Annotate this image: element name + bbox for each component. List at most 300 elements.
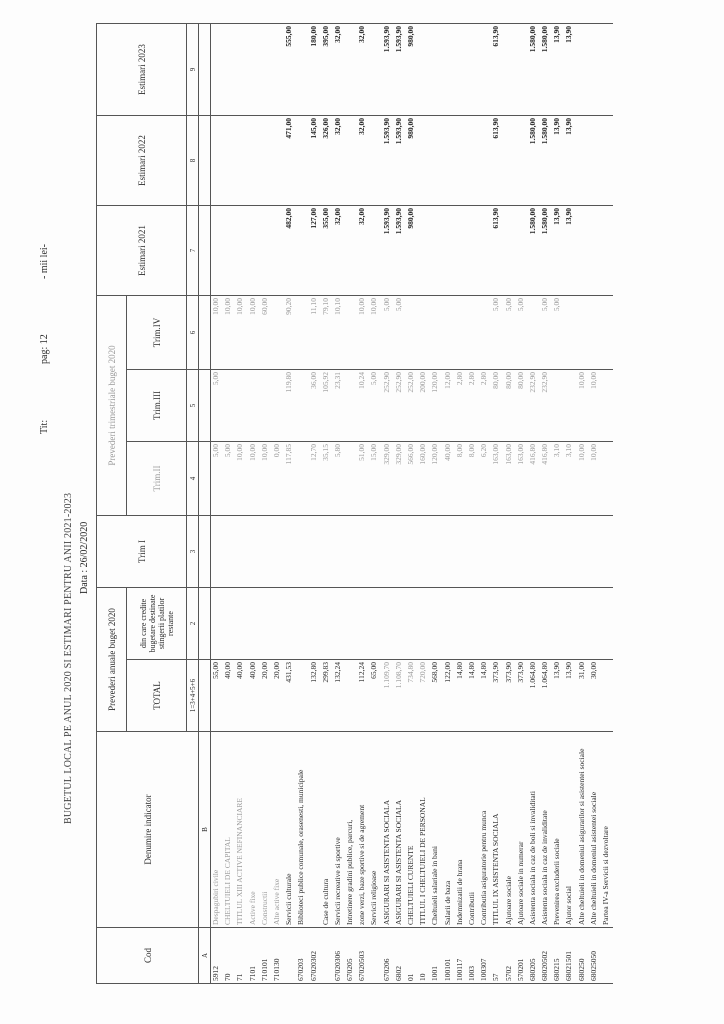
row-est2022 xyxy=(589,115,601,205)
row-restante xyxy=(248,588,260,660)
row-total: 31,00 xyxy=(577,660,589,732)
col-header-trim4: Trim.IV xyxy=(127,295,187,369)
row-est2022: 1.580,00 xyxy=(540,115,552,205)
col-index-2: 2 xyxy=(187,588,199,660)
row-est2023 xyxy=(345,23,357,115)
row-est2023: 180,00 xyxy=(309,23,321,115)
row-trim4 xyxy=(455,295,467,369)
row-trim3 xyxy=(345,370,357,442)
row-code: 670203 xyxy=(296,928,308,984)
row-trim1 xyxy=(357,516,369,588)
col-header-din-care: din care credite bugetare destinate stingerii platilor restante xyxy=(127,588,187,660)
row-trim3 xyxy=(601,370,613,442)
units-label: - mii lei- xyxy=(39,244,50,279)
col-index-1: 1=3+4+5+6 xyxy=(187,660,199,732)
row-restante xyxy=(504,588,516,660)
row-code: 570201 xyxy=(516,928,528,984)
row-est2022: 980,00 xyxy=(406,115,418,205)
row-total: 373,90 xyxy=(504,660,516,732)
row-est2022 xyxy=(345,115,357,205)
col-header-trim3: Trim.III xyxy=(127,370,187,442)
row-total: 132,24 xyxy=(333,660,345,732)
row-trim2: 10,00 xyxy=(577,442,589,516)
row-total: 720,00 xyxy=(418,660,430,732)
table-row xyxy=(345,23,357,983)
row-est2021 xyxy=(260,205,272,295)
row-trim3 xyxy=(235,370,247,442)
col-header-est2023: Estimari 2023 xyxy=(97,23,187,115)
row-trim1 xyxy=(284,516,296,588)
row-trim4: 79,10 xyxy=(321,295,333,369)
col-index-6: 6 xyxy=(187,295,199,369)
row-code: 710130 xyxy=(272,928,284,984)
table-row xyxy=(406,23,418,983)
row-trim4 xyxy=(345,295,357,369)
table-row xyxy=(333,23,345,983)
table-row xyxy=(235,23,247,983)
row-trim2: 416,80 xyxy=(540,442,552,516)
row-total: 14,80 xyxy=(479,660,491,732)
row-trim1 xyxy=(309,516,321,588)
row-trim2: 10,00 xyxy=(589,442,601,516)
row-est2022 xyxy=(235,115,247,205)
row-trim3: 252,90 xyxy=(394,370,406,442)
row-est2023: 980,00 xyxy=(406,23,418,115)
row-restante xyxy=(382,588,394,660)
row-trim3: 252,00 xyxy=(406,370,418,442)
row-est2021 xyxy=(516,205,528,295)
row-est2023 xyxy=(516,23,528,115)
row-trim2: 10,00 xyxy=(248,442,260,516)
row-trim3: 10,24 xyxy=(357,370,369,442)
row-total: 1.109,70 xyxy=(382,660,394,732)
row-trim2 xyxy=(296,442,308,516)
row-est2021 xyxy=(504,205,516,295)
row-est2023: 32,00 xyxy=(333,23,345,115)
row-trim1 xyxy=(601,516,613,588)
row-est2021 xyxy=(430,205,442,295)
row-est2023 xyxy=(504,23,516,115)
row-trim3: 2,80 xyxy=(455,370,467,442)
row-total: 55,00 xyxy=(211,660,224,732)
row-code: 68020502 xyxy=(540,928,552,984)
row-trim2: 5,80 xyxy=(333,442,345,516)
row-description: Case de cultura xyxy=(321,732,333,928)
row-est2021: 1.580,00 xyxy=(528,205,540,295)
row-trim2: 0,00 xyxy=(272,442,284,516)
row-est2023 xyxy=(235,23,247,115)
row-est2022 xyxy=(516,115,528,205)
row-code: 100101 xyxy=(443,928,455,984)
col-header-cod: Cod xyxy=(97,928,199,984)
row-trim4: 5,00 xyxy=(540,295,552,369)
row-restante xyxy=(455,588,467,660)
row-est2022 xyxy=(479,115,491,205)
row-code: 67020306 xyxy=(333,928,345,984)
col-index-a: A xyxy=(199,928,211,984)
row-trim1 xyxy=(479,516,491,588)
row-est2021 xyxy=(296,205,308,295)
row-trim3: 120,00 xyxy=(430,370,442,442)
col-header-trim1: Trim I xyxy=(97,516,187,588)
row-code: 680250 xyxy=(577,928,589,984)
row-trim4: 10,00 xyxy=(369,295,381,369)
row-restante xyxy=(479,588,491,660)
row-trim4: 10,00 xyxy=(357,295,369,369)
row-description xyxy=(309,732,321,928)
row-restante xyxy=(345,588,357,660)
page-label: pag: xyxy=(39,346,50,364)
row-trim1 xyxy=(443,516,455,588)
row-est2023 xyxy=(369,23,381,115)
row-code: 7101 xyxy=(248,928,260,984)
row-trim4: 11,10 xyxy=(309,295,321,369)
row-est2021 xyxy=(479,205,491,295)
date-label: Data : xyxy=(79,569,90,594)
row-est2021 xyxy=(235,205,247,295)
table-row xyxy=(577,23,589,983)
row-total xyxy=(345,660,357,732)
table-row xyxy=(394,23,406,983)
row-trim3: 232,90 xyxy=(540,370,552,442)
row-description: TITLUL XIII ACTIVE NEFINANCIARE xyxy=(235,732,247,928)
row-est2021: 1.593,90 xyxy=(382,205,394,295)
row-est2021: 32,00 xyxy=(333,205,345,295)
row-est2023 xyxy=(296,23,308,115)
page-number xyxy=(40,334,50,364)
row-trim1 xyxy=(394,516,406,588)
row-est2021: 127,00 xyxy=(309,205,321,295)
row-code: 100307 xyxy=(479,928,491,984)
row-code: 67020503 xyxy=(357,928,369,984)
row-est2022 xyxy=(272,115,284,205)
table-row xyxy=(357,23,369,983)
row-description: Salarii de baza xyxy=(443,732,455,928)
date-value: 26/02/2020 xyxy=(79,521,90,568)
row-restante xyxy=(552,588,564,660)
row-est2021 xyxy=(455,205,467,295)
table-row xyxy=(601,23,613,983)
row-total: 14,80 xyxy=(455,660,467,732)
row-est2023 xyxy=(260,23,272,115)
row-code: 57 xyxy=(491,928,503,984)
row-est2022 xyxy=(296,115,308,205)
page-value: 12 xyxy=(39,334,50,345)
row-restante xyxy=(564,588,576,660)
row-trim2: 329,00 xyxy=(394,442,406,516)
row-trim1 xyxy=(272,516,284,588)
row-trim1 xyxy=(211,516,224,588)
row-est2021 xyxy=(211,205,224,295)
row-trim4 xyxy=(443,295,455,369)
row-trim2: 329,00 xyxy=(382,442,394,516)
row-est2021: 355,00 xyxy=(321,205,333,295)
row-total: 13,90 xyxy=(552,660,564,732)
row-trim4: 10,00 xyxy=(223,295,235,369)
row-restante xyxy=(491,588,503,660)
row-est2022: 13,90 xyxy=(552,115,564,205)
row-trim2: 163,00 xyxy=(491,442,503,516)
row-est2021 xyxy=(589,205,601,295)
row-est2023 xyxy=(248,23,260,115)
col-header-prevederi-anuale: Prevederi anuale buget 2020 xyxy=(97,588,127,732)
row-restante xyxy=(309,588,321,660)
col-index-7: 7 xyxy=(187,205,199,295)
row-trim2: 160,00 xyxy=(418,442,430,516)
row-est2022: 613,90 xyxy=(491,115,503,205)
row-trim1 xyxy=(430,516,442,588)
row-trim4 xyxy=(601,295,613,369)
row-est2023: 13,90 xyxy=(564,23,576,115)
row-est2023: 1.580,00 xyxy=(540,23,552,115)
row-trim2: 416,80 xyxy=(528,442,540,516)
row-est2023 xyxy=(589,23,601,115)
table-row xyxy=(321,23,333,983)
row-trim2: 51,00 xyxy=(357,442,369,516)
table-row xyxy=(248,23,260,983)
row-trim3: 23,31 xyxy=(333,370,345,442)
row-trim4 xyxy=(479,295,491,369)
row-code xyxy=(601,928,613,984)
row-trim4 xyxy=(418,295,430,369)
row-est2023 xyxy=(272,23,284,115)
row-trim2: 117,85 xyxy=(284,442,296,516)
row-trim1 xyxy=(491,516,503,588)
row-description: Alte cheltuieli in domeniul asistentei sociale xyxy=(589,732,601,928)
row-total: 65,00 xyxy=(369,660,381,732)
row-trim1 xyxy=(455,516,467,588)
row-est2023: 1.593,90 xyxy=(382,23,394,115)
row-trim1 xyxy=(369,516,381,588)
row-est2021: 1.580,00 xyxy=(540,205,552,295)
row-description: Asistenta sociala in caz de invaliditate xyxy=(540,732,552,928)
row-est2022: 471,00 xyxy=(284,115,296,205)
row-trim1 xyxy=(467,516,479,588)
row-code: 1003 xyxy=(467,928,479,984)
row-trim4: 60,00 xyxy=(260,295,272,369)
row-trim4 xyxy=(430,295,442,369)
budget-table xyxy=(96,23,613,984)
row-code: 670205 xyxy=(345,928,357,984)
row-trim2: 8,00 xyxy=(467,442,479,516)
row-trim3: 80,00 xyxy=(504,370,516,442)
row-trim1 xyxy=(540,516,552,588)
row-trim4: 5,00 xyxy=(552,295,564,369)
row-trim3 xyxy=(272,370,284,442)
row-trim4 xyxy=(296,295,308,369)
row-restante xyxy=(540,588,552,660)
row-est2022: 13,90 xyxy=(564,115,576,205)
row-trim4: 10,00 xyxy=(211,295,224,369)
row-est2022: 1.580,00 xyxy=(528,115,540,205)
row-trim3: 252,90 xyxy=(382,370,394,442)
row-description: Alte cheltuieli in domeniul asigurarilor si asistentei sociale xyxy=(577,732,589,928)
row-trim1 xyxy=(321,516,333,588)
table-row xyxy=(260,23,272,983)
row-total: 1.064,80 xyxy=(528,660,540,732)
row-est2021: 13,90 xyxy=(564,205,576,295)
row-est2023 xyxy=(601,23,613,115)
row-trim2: 35,15 xyxy=(321,442,333,516)
row-restante xyxy=(589,588,601,660)
row-est2022 xyxy=(223,115,235,205)
row-est2021 xyxy=(248,205,260,295)
row-est2023 xyxy=(577,23,589,115)
row-description: Constructii xyxy=(260,732,272,928)
col-header-total: TOTAL xyxy=(127,660,187,732)
row-code: 100117 xyxy=(455,928,467,984)
table-row xyxy=(296,23,308,983)
row-trim4 xyxy=(589,295,601,369)
row-restante xyxy=(211,588,224,660)
table-row xyxy=(430,23,442,983)
row-est2023: 13,90 xyxy=(552,23,564,115)
row-trim4 xyxy=(467,295,479,369)
row-code: 680215 xyxy=(552,928,564,984)
row-total: 1.064,80 xyxy=(540,660,552,732)
row-description: Servicii recreative si sportive xyxy=(333,732,345,928)
row-description: Contributia asiguratorie pentru munca xyxy=(479,732,491,928)
row-trim3: 36,00 xyxy=(309,370,321,442)
row-est2023 xyxy=(211,23,224,115)
row-est2022 xyxy=(369,115,381,205)
row-total: 20,00 xyxy=(260,660,272,732)
row-est2023: 395,00 xyxy=(321,23,333,115)
row-trim1 xyxy=(504,516,516,588)
row-description: CHELTUIELI CURENTE xyxy=(406,732,418,928)
row-est2021 xyxy=(577,205,589,295)
row-restante xyxy=(272,588,284,660)
row-total: 734,80 xyxy=(406,660,418,732)
row-total: 40,00 xyxy=(248,660,260,732)
row-trim3 xyxy=(248,370,260,442)
row-trim3: 5,00 xyxy=(211,370,224,442)
row-trim1 xyxy=(260,516,272,588)
row-description: Intretinere gradini publice, parcuri, xyxy=(345,732,357,928)
row-description: ASIGURARI SI ASISTENTA SOCIALA xyxy=(382,732,394,928)
row-est2023 xyxy=(479,23,491,115)
row-description: CHELTUIELI DE CAPITAL xyxy=(223,732,235,928)
table-row xyxy=(589,23,601,983)
row-code xyxy=(284,928,296,984)
row-est2022 xyxy=(601,115,613,205)
row-restante xyxy=(418,588,430,660)
row-trim2: 163,00 xyxy=(516,442,528,516)
row-description: Servicii culturale xyxy=(284,732,296,928)
row-restante xyxy=(321,588,333,660)
row-trim2: 40,00 xyxy=(443,442,455,516)
row-description: Despagubiri civile xyxy=(211,732,224,928)
row-est2023 xyxy=(223,23,235,115)
table-row xyxy=(223,23,235,983)
row-description: Biblioteci publice comunale, orasenesti, municipale xyxy=(296,732,308,928)
row-trim4 xyxy=(577,295,589,369)
col-index-4: 4 xyxy=(187,442,199,516)
row-trim4 xyxy=(406,295,418,369)
row-code: 710101 xyxy=(260,928,272,984)
row-est2021 xyxy=(369,205,381,295)
row-trim3: 200,00 xyxy=(418,370,430,442)
row-trim1 xyxy=(516,516,528,588)
row-trim4: 5,00 xyxy=(504,295,516,369)
row-restante xyxy=(528,588,540,660)
row-description: TITLUL IX ASISTENTA SOCIALA xyxy=(491,732,503,928)
row-code xyxy=(321,928,333,984)
row-trim3: 105,92 xyxy=(321,370,333,442)
row-trim1 xyxy=(577,516,589,588)
row-description: TITLUL I CHELTUIELI DE PERSONAL xyxy=(418,732,430,928)
row-trim4 xyxy=(528,295,540,369)
row-est2022 xyxy=(248,115,260,205)
row-trim1 xyxy=(528,516,540,588)
row-trim2: 5,00 xyxy=(223,442,235,516)
row-restante xyxy=(260,588,272,660)
row-trim2: 3,10 xyxy=(564,442,576,516)
row-trim4: 10,00 xyxy=(235,295,247,369)
row-est2021: 613,90 xyxy=(491,205,503,295)
col-index-8: 8 xyxy=(187,115,199,205)
row-trim1 xyxy=(406,516,418,588)
document-title: BUGETUL LOCAL PE ANUL 2020 SI ESTIMARI PENTRU ANII 2021-2023 xyxy=(63,492,74,824)
row-est2022 xyxy=(418,115,430,205)
row-description: ASIGURARI SI ASISTENTA SOCIALA xyxy=(394,732,406,928)
row-description: Ajutoare sociale in numerar xyxy=(516,732,528,928)
row-description: Indemnizatii de hrana xyxy=(455,732,467,928)
row-trim2: 8,00 xyxy=(455,442,467,516)
row-est2023 xyxy=(430,23,442,115)
row-est2021: 13,90 xyxy=(552,205,564,295)
row-trim3 xyxy=(260,370,272,442)
col-header-denumire: Denumire indicator xyxy=(97,732,199,928)
row-code xyxy=(369,928,381,984)
row-total: 373,90 xyxy=(491,660,503,732)
row-total: 40,00 xyxy=(223,660,235,732)
row-restante xyxy=(577,588,589,660)
row-code: 01 xyxy=(406,928,418,984)
row-trim3: 2,80 xyxy=(467,370,479,442)
row-restante xyxy=(333,588,345,660)
row-restante xyxy=(443,588,455,660)
row-description: Ajutor social xyxy=(564,732,576,928)
row-total: 40,00 xyxy=(235,660,247,732)
table-row xyxy=(516,23,528,983)
row-trim1 xyxy=(333,516,345,588)
table-row xyxy=(491,23,503,983)
row-trim2: 163,00 xyxy=(504,442,516,516)
row-est2022: 32,00 xyxy=(357,115,369,205)
row-trim1 xyxy=(552,516,564,588)
row-total: 14,80 xyxy=(467,660,479,732)
col-header-est2022: Estimari 2022 xyxy=(97,115,187,205)
row-description: Partea IV-a Servicii si dezvoltare xyxy=(601,732,613,928)
row-description: Ajutoare sociale xyxy=(504,732,516,928)
row-est2021 xyxy=(345,205,357,295)
col-header-prevederi-trim: Prevederi trimestriale buget 2020 xyxy=(97,295,127,515)
row-total: 1.108,70 xyxy=(394,660,406,732)
row-code: 68025050 xyxy=(589,928,601,984)
row-est2021: 980,00 xyxy=(406,205,418,295)
row-trim3: 10,00 xyxy=(577,370,589,442)
row-trim3: 5,00 xyxy=(369,370,381,442)
row-trim1 xyxy=(248,516,260,588)
row-code: 680205 xyxy=(528,928,540,984)
row-trim4: 5,00 xyxy=(516,295,528,369)
row-code: 10 xyxy=(418,928,430,984)
row-est2021 xyxy=(601,205,613,295)
row-trim3: 2,80 xyxy=(479,370,491,442)
row-total xyxy=(601,660,613,732)
table-row xyxy=(272,23,284,983)
